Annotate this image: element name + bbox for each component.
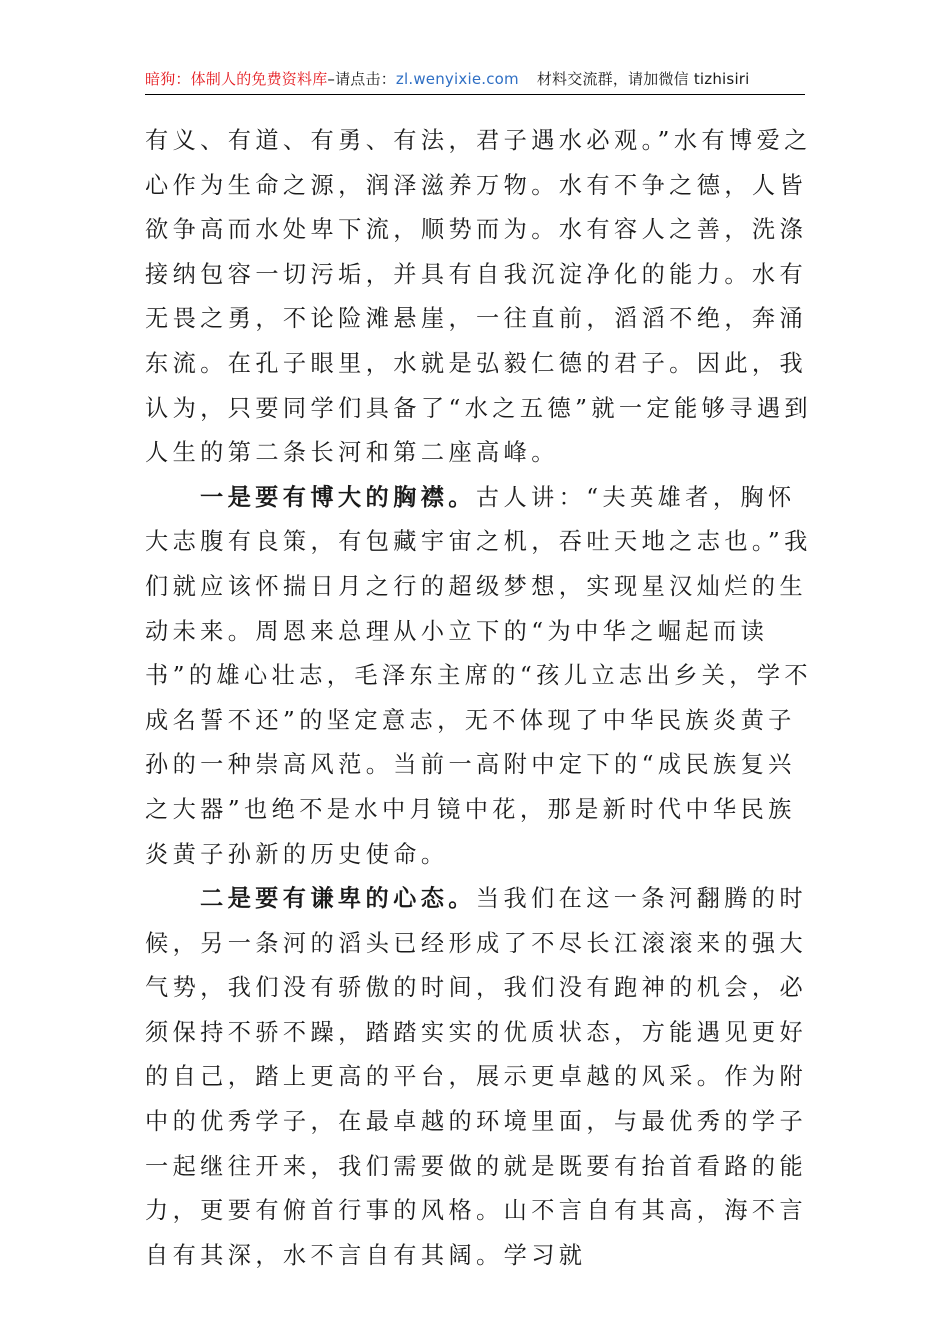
paragraph-lead-heading: 二是要有谦卑的心态。 — [200, 885, 476, 913]
document-body — [145, 119, 817, 1278]
header-wechat-note: 材料交流群，请加微信 tizhisiri — [536, 70, 750, 88]
header-url-link[interactable]: zl.wenyixie.com — [395, 70, 519, 88]
header-brand: 暗狗：体制人的免费资料库 — [145, 70, 328, 88]
paragraph-lead-heading: 一是要有博大的胸襟。 — [200, 483, 476, 511]
paragraph-text: 当我们在这一条河翻腾的时候，另一条河的滔头已经形成了不尽长江滚滚来的强大气势，我们没有骄傲的时间，我们没有跑神的机会，必须保持不骄不躁，踏踏实实的优质状态，方能遇见更好的自己，踏上更高的平台，展示更卓越的风采。作为附中的优秀学子，在最卓越的环境里面，与最优秀的学子一起继往开来，我们需要做的就是既要有抬首看路的能力，更要有俯首行事的风格。山不言自有其高，海不言自有其深，水不言自有其阔。学习就 — [145, 885, 808, 1269]
paragraph-text: 有义、有道、有勇、有法，君子遇水必观。”水有博爱之心作为生命之源，润泽滋养万物。水有不争之德，人皆欲争高而水处卑下流，顺势而为。水有容人之善，洗涤接纳包容一切污垢，并具有自我沉淀净化的能力。水有无畏之勇，不论险滩悬崖，一往直前，滔滔不绝，奔涌东流。在孔子眼里，水就是弘毅仁德的君子。因此，我认为，只要同学们具备了“水之五德”就一定能够寻遇到人生的第二条长河和第二座高峰。 — [145, 127, 813, 467]
header-divider — [145, 94, 805, 95]
page-header — [145, 66, 805, 92]
paragraph-text: 古人讲：“夫英雄者，胸怀大志腹有良策，有包藏宇宙之机，吞吐天地之志也。”我们就应该怀揣日月之行的超级梦想，实现星汉灿烂的生动未来。周恩来总理从小立下的“为中华之崛起而读书”的雄心壮志，毛泽东主席的“孩儿立志出乡关，学不成名誓不还”的坚定意志，无不体现了中华民族炎黄子孙的一种崇高风范。当前一高附中定下的“成民族复兴之大器”也绝不是水中月镜中花，那是新时代中华民族炎黄子孙新的历史使命。 — [145, 483, 813, 868]
paragraph-humble-attitude — [145, 877, 817, 1278]
header-click-prompt: –请点击： — [327, 70, 396, 88]
paragraph-continuation — [145, 119, 817, 476]
paragraph-broad-mind — [145, 476, 817, 877]
